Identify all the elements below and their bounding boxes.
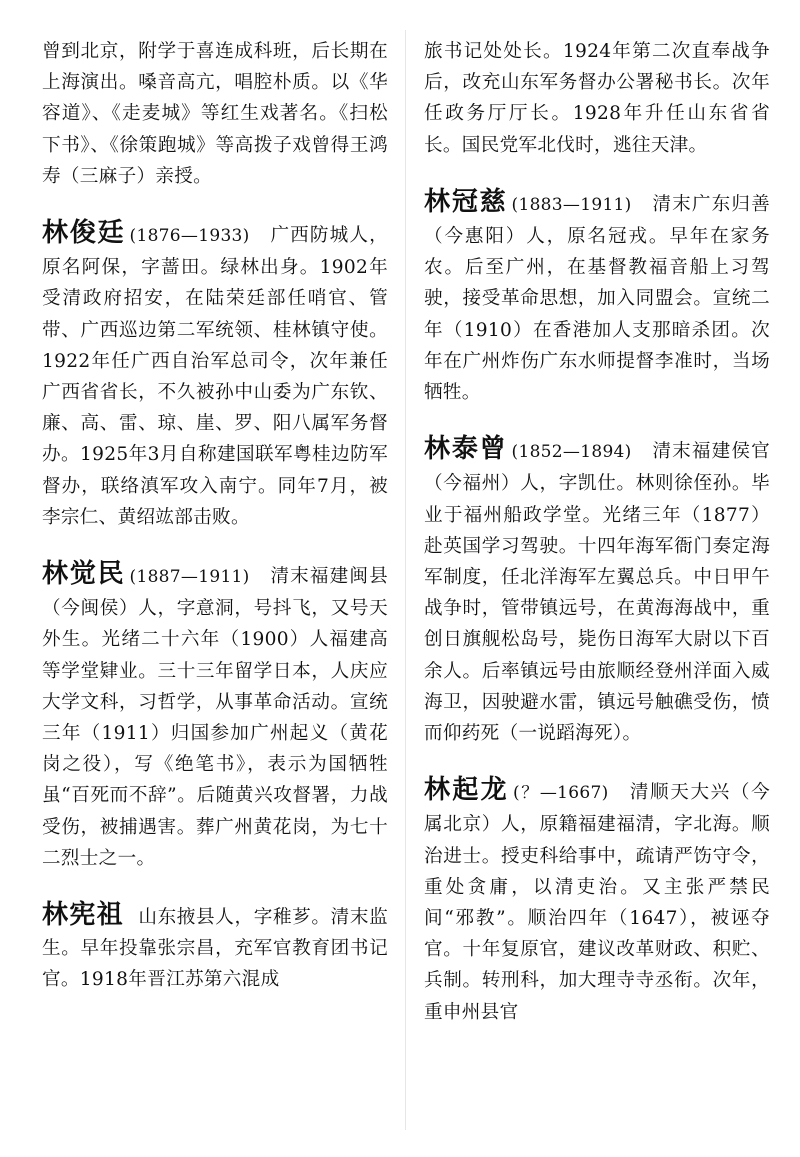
entry-lin-guanci	[424, 187, 770, 408]
entry-text: 清末福建闽县（今闽侯）人，字意洞，号抖飞，又号天外生。光绪二十六年（1900）人福建高等学堂肄业。三十三年留学日本，人庆应大学文科，习哲学，从事革命活动。宣统三年（1911）归国参加广州起义（黄花岗之役），写《绝笔书》，表示为国牺牲虽“百死而不辞”。后随黄兴攻督署，力战受伤，被捕遇害。葬广州黄花岗，为七十二烈士之一。	[42, 566, 388, 869]
entry-lin-junting	[42, 218, 388, 533]
continued-entry-text: 曾到北京，附学于喜连成科班，后长期在上海演出。嗓音高亢，唱腔朴质。以《华容道》、《走麦城》等红生戏著名。《扫松下书》、《徐策跑城》等高拨子戏曾得王鸿寿（三麻子）亲授。	[42, 41, 388, 187]
entry-text: 清末广东归善（今惠阳）人，原名冠戎。早年在家务农。后至广州，在基督教福音船上习驾驶，接受革命思想，加入同盟会。宣统二年（1910）在香港加人支那暗杀团。次年在广州炸伤广东水师提督李准时，当场牺牲。	[424, 193, 770, 404]
right-column	[424, 36, 770, 1028]
entry-headword: 林俊廷	[42, 218, 126, 249]
entry-text: 广西防城人，原名阿保，字蔷田。绿林出身。1902年受清政府招安，在陆荣廷部任哨官、管带、广西巡边第二军统领、桂林镇守使。1922年任广西自治军总司令，次年兼任广西省省长，不久被孙中山委为广东钦、廉、高、雷、琼、崖、罗、阳八属军务督办。1925年3月自称建国联军粤桂边防军督办，联络滇军攻入南宁。同年7月，被李宗仁、黄绍竑部击败。	[42, 225, 388, 528]
column-divider	[405, 30, 406, 1130]
entry-headword: 林泰曾	[424, 434, 508, 465]
entry-lin-taizeng	[424, 434, 770, 749]
entry-headword: 林起龙	[424, 775, 509, 806]
entry-dates: (1883—1911)	[511, 194, 632, 215]
entry-text: 清末福建侯官（今福州）人，字凯仕。林则徐侄孙。毕业于福州船政学堂。光绪三年（1877）赴英国学习驾驶。十四年海军衙门奏定海军制度，任北洋海军左翼总兵。中日甲午战争时，管带镇远号，在黄海海战中，重创日旗舰松岛号，毙伤日海军大尉以下百余人。后率镇远号由旅顺经登州洋面入威海卫，因驶避水雷，镇远号触礁受伤，愤而仰药死（一说蹈海死）。	[424, 441, 770, 745]
entry-lin-qilong	[424, 775, 770, 1028]
left-column	[42, 36, 388, 996]
entry-lin-xianzu	[42, 900, 388, 996]
entry-text: 清顺天大兴（今属北京）人，原籍福建福清，字北海。顺治进士。授吏科给事中，疏请严饬守令，重处贪庸，以清吏治。又主张严禁民间“邪教”。顺治四年（1647），被诬夺官。十年复原官，建议改革财政、积贮、兵制。转刑科，加大理寺寺丞衔。次年，重申州县官	[424, 782, 770, 1023]
entry-dates: (1852—1894)	[511, 442, 632, 463]
entry-headword: 林宪祖	[42, 900, 125, 931]
entry-text: 山东掖县人，字稚芗。清末监生。早年投靠张宗昌，充军官教育团书记官。1918年晋江苏第六混成	[42, 907, 388, 991]
entry-dates: (1876—1933)	[129, 226, 250, 247]
entry-dates: (？—1667)	[512, 783, 609, 804]
entry-headword: 林觉民	[42, 559, 126, 590]
entry-lin-juemin	[42, 559, 388, 874]
entry-headword: 林冠慈	[424, 186, 508, 217]
continued-entry-text: 旅书记处处长。1924年第二次直奉战争后，改充山东军务督办公署秘书长。次年任政务厅厅长。1928年升任山东省省长。国民党军北伐时，逃往天津。	[424, 41, 770, 156]
entry-dates: (1887—1911)	[129, 567, 250, 588]
